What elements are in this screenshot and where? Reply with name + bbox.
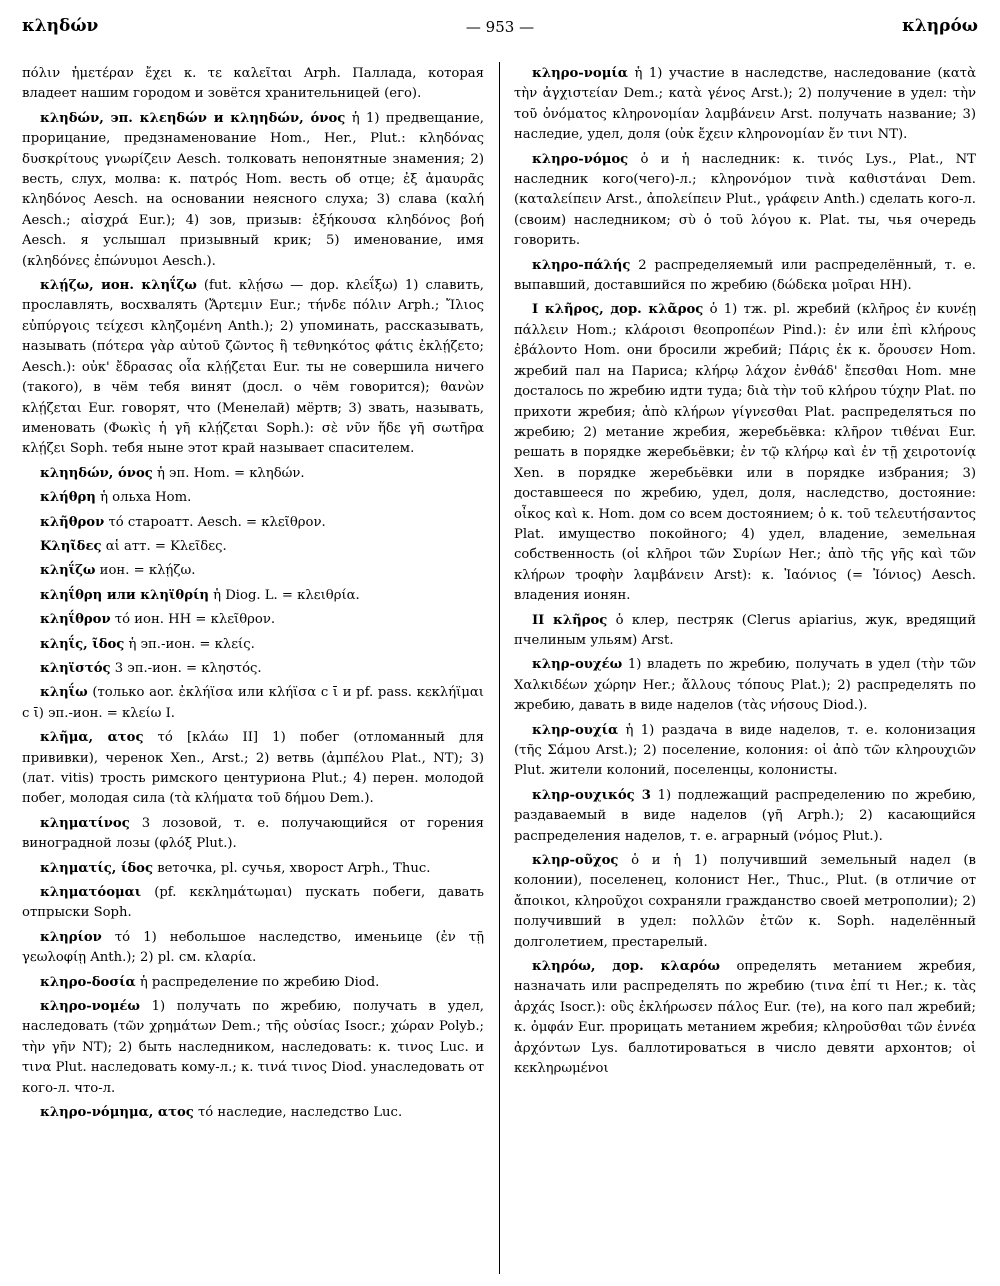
entry-definition: определять метанием жребия, назначать или распределять по жребию (τινα ἐπί τι Her.; κ. τὰς ἀρχάς Isocr.): οὓς ἐκλήρωσεν πάλος Eur. (те), на кого пал жребий; κ. ὀμφάν Eur. прорицать метанием жребия; κληροῦσθαι τῶν ἐννέα ἀρχόντων Lys. баллотироваться в число девяти архонтов; οἱ κεκληρωμένοι	[514, 959, 976, 1077]
entry-definition: 2 распределяемый или распределённый, т. е. выпавший, доставшийся по жребию (δώδεκα μοῖραι HH).	[514, 257, 976, 294]
entry-headword: κληρ-οῦχος	[532, 853, 619, 869]
entry-headword: κληρ-ουχικός 3	[532, 787, 651, 803]
entry-definition: τό 1) небольшое наследство, именьице (ἐν τῇ γεωλοφίῃ Anth.); 2) pl. см. κλαρία.	[22, 929, 484, 966]
dictionary-entry	[514, 655, 976, 716]
entry-headword: κληματίνος	[40, 815, 130, 831]
entry-definition: τό староатт. Aesch. = κλεῖθρον.	[108, 514, 326, 530]
entry-definition: ὁ клер, пестряк (Clerus apiarius, жук, вредящий пчелиным ульям) Arst.	[514, 612, 976, 648]
entry-definition: τό наследие, наследство Luc.	[197, 1105, 403, 1121]
entry-definition: πόλιν ἡμετέραν ἔχει κ. τε καλεῖται Arph. Паллада, которая владеет нашим городом и зовётся хранительницей (его).	[22, 66, 484, 102]
entry-definition: ὁ и ἡ наследник: κ. τινός Lys., Plat., NT наследник кого(чего)-л.; κληρονόμον τινὰ καθιστάναι Dem. (καταλείπειν Arst., ἀπολείπειν Plut., γράφειν Anth.) сделать кого-л. (своим) наследником; σὺ ὁ τοῦ λόγου κ. Plat. ты, чья очередь говорить.	[514, 151, 976, 249]
dictionary-entry	[22, 859, 484, 879]
right-running-head: κληρόω	[902, 16, 978, 36]
entry-definition: ἡ 1) предвещание, прорицание, предзнаменование Hom., Her., Plut.: κληδόνας δυσκρίτους γνωρίζειν Aesch. толковать непонятные знамения; 2) весть, слух, молва: κ. πατρός Hom. весть об отце; ἐξ ἀμαυρᾶς κληδόνος Aesch. на основании неясного слуха; 3) слава (καλή Aesch.; αἰσχρά Eur.); 4) зов, призыв: ἐξήκουσα κληδόνος βοή Aesch. я услышал призывный крик; 5) именование, имя (κληδόνες ἐπώνυμοι Aesch.).	[22, 110, 485, 269]
entry-definition: ἡ эп.-ион. = κλείς.	[128, 636, 255, 652]
dictionary-entry	[22, 635, 484, 655]
entry-definition: ἡ ольха Hom.	[100, 490, 192, 506]
entry-headword: κλῆθρον	[40, 514, 105, 530]
entry-headword: κληΐζω	[40, 563, 96, 579]
dictionary-entry	[514, 721, 976, 782]
dictionary-entry	[22, 928, 484, 969]
dictionary-entry	[514, 64, 976, 146]
entry-headword: κληΐς, ῖδος	[40, 636, 125, 652]
left-running-head: κληδών	[22, 16, 99, 36]
entry-definition: ἡ распределение по жребию Diod.	[139, 974, 380, 990]
entry-headword: κληματίς, ίδος	[40, 860, 153, 876]
dictionary-entry	[514, 611, 976, 652]
dictionary-entry	[22, 973, 484, 993]
dictionary-entry	[22, 513, 484, 533]
entry-headword: κληρόω, дор. κλαρόω	[532, 959, 720, 975]
entry-headword: κλήθρη	[40, 490, 96, 506]
entry-definition: ὁ 1) тж. pl. жребий (κλῆρος ἐν κυνέῃ πάλλειν Hom.; κλάροισι θεοπροπέων Pind.): ἐν или ἐπὶ κλήρους ἐβάλοντο Hom. они бросили жребий; Πάρις ἐκ κ. ὄρουσεν Hom. жребий пал на Париса; κλήρῳ λάχον ἐνθάδ' ἔπεσθαι Hom. мне досталось по жребию идти туда; διὰ τὴν τοῦ κλήρου τύχην Plat. по прихоти жребия; ἀπὸ κλήρων γίγνεσθαι Plat. распределяться по жребию; 2) метание жребия, жеребьёвка: κλῆρον τιθέναι Eur. решать в порядке жеребьёвки; ἐν τῷ κλήρῳ καὶ ἐν τῇ χειροτονίᾳ Xen. в порядке жеребьёвки или в порядке избрания; 3) доставшееся по жребию, удел, доля, наследство, достояние: οἶκος καὶ κ. Hom. дом со всем достоянием; ὁ κ. τοῦ τελευτήσαντος Plat. имущество покойного; 4) удел, владение, земельная собственность (οἱ κλῆροι τῶν Συρίων Her.; ἀπὸ τῆς γῆς καὶ τῶν κλήρων τροφὴν λαμβάνειν Arst): κ. Ἰαόνιος (= Ἰόνιος) Aesch. владения ионян.	[514, 302, 977, 604]
dictionary-entry	[22, 586, 484, 606]
entry-definition: (только aor. ἐκλήϊσα или κλήϊσα с ῑ и pf. pass. κεκλήϊμαι с ῑ) эп.-ион. = κλείω I.	[22, 685, 484, 721]
entry-definition: ὁ и ἡ 1) получивший земельный надел (в колонии), поселенец, колонист Her., Thuc., Plut. (в отличие от ἄποικοι, κληροῦχοι сохраняли гражданство своей метрополии); 2) получивший в удел: πολλῶν ἐτῶν κ. Soph. наделённый долголетием, престарелый.	[514, 853, 976, 950]
dictionary-entry	[22, 64, 484, 105]
dictionary-entry	[514, 300, 976, 606]
entry-headword: κλῆμα, ατος	[40, 730, 144, 746]
entry-headword: κληηδών, όνος	[40, 465, 153, 481]
dictionary-entry	[22, 610, 484, 630]
entry-headword: κληρο-νομέω	[40, 999, 140, 1015]
entry-headword: I κλῆρος, дор. κλᾶρος	[532, 302, 704, 318]
entry-definition: (fut. κλῄσω — дор. κλεΐξω) 1) славить, прославлять, восхвалять (Ἄρτεμιν Eur.; τήνδε πόλιν Arph.; Ἴλιος εὐπύργοις τείχεσι κληζομένη Anth.); 2) упоминать, рассказывать, называть (πότερα γὰρ αὐτοῦ ζῶντος ἢ τεθνηκότος φάτις ἐκλῄζετο; Aesch.): οὐκ' ἔδρασας οἷα κλῄζεται Eur. ты не совершила ничего (такого), в чём тебя винят (досл. о чём говорится); θανὼν κλῄζεται Eur. говорят, что (Менелай) мёртв; 3) звать, называть, именовать (Φωκὶς ἡ γῆ κλῄζεται Soph.): σὲ νῦν ἥδε γῆ σωτῆρα κλῄζει Soph. тебя ныне этот край называет спасителем.	[22, 278, 484, 457]
entry-headword: κλῄζω, ион. κληΐζω	[40, 278, 197, 294]
entry-definition: ἡ эп. Hom. = κληδών.	[156, 465, 305, 481]
dictionary-entry	[22, 883, 484, 924]
entry-headword: κληρο-πάλής	[532, 257, 631, 273]
dictionary-entry	[514, 851, 976, 953]
entry-headword: κληρ-ουχέω	[532, 657, 623, 673]
entry-headword: κληΐθρη или κληϊθρίη	[40, 587, 209, 603]
entry-definition: 1) владеть по жребию, получать в удел (τὴν τῶν Χαλκιδέων χώρην Her.; ἄλλους τόπους Plat.); 2) распределять по жребию, давать в виде наделов (τὰς νήσους Diod.).	[514, 657, 976, 714]
dictionary-entry	[514, 957, 976, 1079]
entry-definition: τό ион. HH = κλεῖθρον.	[114, 612, 276, 628]
entry-definition: ἡ Diog. L. = κλειθρία.	[213, 587, 360, 603]
entry-definition: 3 эп.-ион. = κληστός.	[114, 660, 262, 676]
entry-headword: κληρο-νομία	[532, 66, 628, 81]
entry-headword: κληρ-ουχία	[532, 722, 619, 738]
dictionary-entry	[514, 150, 976, 252]
dictionary-entry	[22, 683, 484, 724]
entry-definition: веточка, pl. сучья, хворост Arph., Thuc.	[157, 860, 431, 876]
entry-definition: αἱ атт. = Κλεῖδες.	[105, 538, 227, 554]
dictionary-entry	[22, 561, 484, 581]
dictionary-entry	[22, 997, 484, 1099]
dictionary-entry	[22, 537, 484, 557]
dictionary-entry	[514, 256, 976, 297]
entry-headword: κληϊστός	[40, 660, 111, 676]
column-divider	[499, 62, 500, 1274]
page-header	[22, 16, 978, 46]
entry-headword: κληρίον	[40, 929, 102, 945]
entry-headword: Κληῖδες	[40, 538, 102, 554]
entry-definition: 1) получать по жребию, получать в удел, наследовать (τῶν χρημάτων Dem.; τῆς οὐσίας Isocr.; χώραν Polyb.; τὴν γῆν NT); 2) быть наследником, наследовать: κ. τινος Luc. и τινα Plut. наследовать кому-л.; κ. τινά τινος Diod. унаследовать от кого-л. что-л.	[22, 999, 484, 1096]
left-column	[22, 64, 484, 1128]
right-column	[514, 64, 976, 1084]
page-number: — 953 —	[465, 18, 535, 36]
entry-headword: II κλῆρος	[532, 612, 608, 628]
dictionary-entry	[22, 464, 484, 484]
dictionary-entry	[22, 659, 484, 679]
entry-headword: κληρο-νόμος	[532, 151, 629, 167]
dictionary-entry	[22, 276, 484, 460]
entry-definition: τό [κλάω II] 1) побег (отломанный для прививки), черенок Xen., Arst.; 2) ветвь (ἀμπέλου Plat., NT); 3) (лат. vitis) трость римского центуриона Plut.; 4) перен. молодой побег, молодая сила (τὰ κλήματα τοῦ δήμου Dem.).	[22, 730, 484, 807]
dictionary-entry	[22, 1103, 484, 1123]
dictionary-entry	[514, 786, 976, 847]
entry-definition: ἡ 1) раздача в виде наделов, т. е. колонизация (τῆς Σάμου Arst.); 2) поселение, колония: οἱ ἀπὸ τῶν κληρουχιῶν Plut. жители колоний, поселенцы, колонисты.	[514, 722, 976, 779]
entry-headword: κληρο-νόμημα, ατος	[40, 1105, 194, 1121]
entry-headword: κληρο-δοσία	[40, 974, 136, 990]
dictionary-entry	[22, 109, 484, 272]
dictionary-entry	[22, 728, 484, 810]
entry-headword: κληματόομαι	[40, 885, 142, 901]
entry-definition: ἡ 1) участие в наследстве, наследование (κατὰ τὴν ἀγχιστείαν Dem.; κατὰ γένος Arst.); 2) получение в удел: τὴν τοῦ ὀνόματος κληρονομίαν λαμβάνειν Arst. получать название; 3) наследие, удел, доля (οὐκ ἔχειν κληρονομίαν ἔν τινι NT).	[514, 66, 976, 143]
entry-headword: κληδών, эп. κλεηδών и κληηδών, όνος	[40, 110, 346, 126]
dictionary-entry	[22, 488, 484, 508]
entry-definition: (pf. κεκλημάτωμαι) пускать побеги, давать отпрыски Soph.	[22, 885, 484, 921]
entry-definition: 3 лозовой, т. е. получающийся от горения виноградной лозы (φλόξ Plut.).	[22, 815, 484, 852]
entry-definition: 1) подлежащий распределению по жребию, раздаваемый в виде наделов (γῆ Arph.); 2) касающийся распределения наделов, т. е. аграрный (νόμος Plut.).	[514, 787, 976, 844]
entry-headword: κληΐθρον	[40, 612, 111, 628]
dictionary-entry	[22, 814, 484, 855]
entry-definition: ион. = κλῄζω.	[99, 563, 196, 579]
entry-headword: κληΐω	[40, 685, 88, 701]
